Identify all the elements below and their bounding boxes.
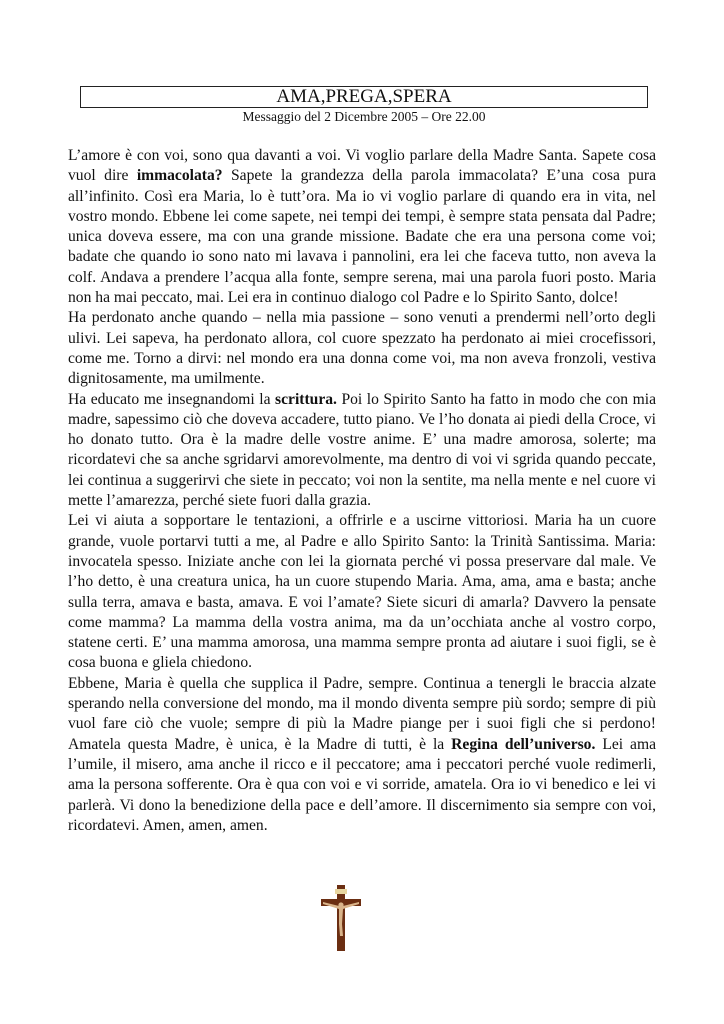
crucifix-icon: [318, 884, 364, 952]
message-title-box: [80, 86, 648, 108]
paragraph-text: L’amore è con voi, sono qua davanti a voi. Vi voglio parlare della Madre Santa. Sapete cosa vuol dire: [68, 147, 656, 185]
message-paragraph: [68, 308, 656, 389]
cross-inscription-plaque: [335, 889, 347, 894]
christ-figure: [323, 902, 359, 936]
message-paragraph: [68, 511, 656, 673]
paragraph-text: Ebbene, Maria è quella che supplica il Padre, sempre. Continua a tenergli le braccia alzate sperando nella conversione del mondo, ma il mondo diventa sempre più sordo; sempre di più vuol fare ciò che vuole; sempre di più la Madre piange per i suoi figli che si perdono! Amatela questa Madre, è unica, è la Madre di tutti, è la: [68, 674, 656, 753]
message-paragraph: [68, 146, 656, 308]
paragraph-text: Lei ama l’umile, il misero, ama anche il ricco e il peccatore; ama i peccatori perché vuole redimerli, ama la persona sofferente. Ora è qua con voi e vi sorride, amatela. Ora io vi benedico e lei vi parlerà. Vi dono la benedizione della pace e dell’amore. Il discernimento sia sempre con voi, ricordatevi. Amen, amen, amen.: [68, 735, 656, 834]
message-body: [68, 146, 656, 836]
message-title: AMA,PREGA,SPERA: [276, 86, 452, 107]
emphasized-text: scrittura.: [275, 390, 337, 408]
paragraph-text: Ha educato me insegnandomi la: [68, 390, 276, 408]
paragraph-text: Sapete la grandezza della parola immacolata? E’una cosa pura all’infinito. Così era Maria, lo è tutt’ora. Ma io vi voglio parlare di quando era in vita, nel vostro mondo. Ebbene lei come sapete, nei tempi dei tempi, è sempre stata pensata dal Padre; unica doveva essere, ma con una grande missione. Badate che era una persona come voi; badate che quando io sono nato mi lavava i pannolini, era lei che faceva tutto, non aveva la colf. Andava a prendere l’acqua alla fonte, sempre serena, mai una parola fuori posto. Maria non ha mai peccato, mai. Lei era in continuo dialogo col Padre e lo Spirito Santo, dolce!: [68, 167, 657, 307]
emphasized-text: Regina dell’universo.: [451, 735, 596, 753]
message-paragraph: [68, 674, 656, 836]
paragraph-text: Ha perdonato anche quando – nella mia passione – sono venuti a prendermi nell’orto degli ulivi. Lei sapeva, ha perdonato allora, col cuore spezzato ha perdonato ai miei crocefissori, come me. Torno a dirvi: nel mondo era una donna come voi, ma non aveva fronzoli, vestiva dignitosamente, ma umilmente.: [68, 309, 656, 388]
message-date: Messaggio del 2 Dicembre 2005 – Ore 22.00: [242, 109, 486, 124]
message-paragraph: [68, 390, 656, 512]
emphasized-text: immacolata?: [136, 167, 223, 185]
paragraph-text: Poi lo Spirito Santo ha fatto in modo che con mia madre, sapessimo ciò che doveva accadere, tutto piano. Ve l’ho donata ai piedi della Croce, vi ho donato tutto. Ora è la madre delle vostre anime. E’ una madre amorosa, solerte; ma ricordatevi che sa anche sgridarvi amorevolmente, ma dentro di voi vi sgrida quando peccate, lei continua a suggerirvi che siete in peccato; voi non la sentite, ma nella mente e nel cuore vi mette l’amarezza, perché siete fuori dalla grazia.: [68, 390, 656, 510]
paragraph-text: Lei vi aiuta a sopportare le tentazioni, a offrirle e a uscirne vittoriosi. Maria ha un cuore grande, vuole portarvi tutti a me, al Padre e allo Spirito Santo: la Trinità Santissima. Maria: invocatela spesso. Iniziate anche con lei la giornata perché vi possa preservare dal male. Ve l’ho detto, è una creatura unica, ha un cuore stupendo Maria. Ama, ama, ama e basta; anche sulla terra, amava e basta, amava. E voi l’amate? Siete sicuri di amarla? Davvero la pensate come mamma? La mamma della vostra anima, ma da un’occhiata anche al vostro corpo, statene certi. E’ una mamma amorosa, una mamma sempre pronta ad aiutare i suoi figli, se è cosa buona e gliela chiedono.: [68, 512, 656, 672]
